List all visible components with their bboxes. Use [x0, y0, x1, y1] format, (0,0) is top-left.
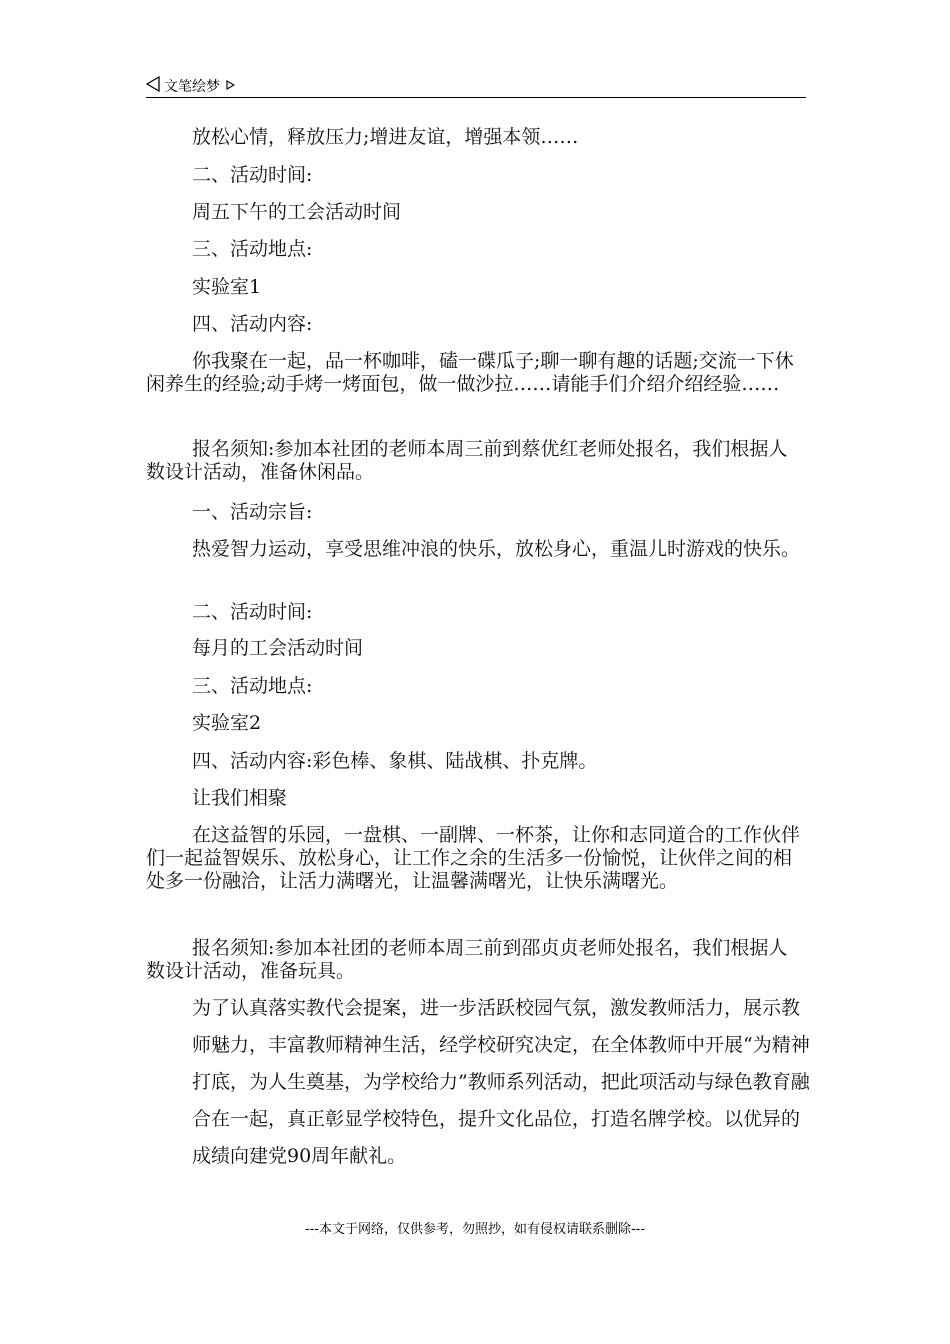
paragraph: 二、活动时间:: [192, 601, 313, 623]
header-divider: [146, 97, 806, 98]
paragraph: 实验室1: [192, 276, 262, 298]
paragraph: 为了认真落实教代会提案，进一步活跃校园气氛，激发教师活力，展示教师魅力，丰富教师精神生活，经学校研究决定，在全体教师中开展“为精神打底，为人生奠基，为学校给力”教师系列活动，把此项活动与绿色教育融合在一起，真正彰显学校特色，提升文化品位，打造名牌学校。以优异的成绩向建党90周年献礼。: [192, 997, 810, 1167]
paragraph: 一、活动宗旨:: [192, 501, 313, 523]
paragraph: 二、活动时间:: [192, 164, 313, 186]
paragraph: 周五下午的工会活动时间: [192, 201, 402, 223]
paragraph: 实验室2: [192, 712, 262, 734]
paragraph: 在这益智的乐园，一盘棋、一副牌、一杯茶，让你和志同道合的工作伙伴们一起益智娱乐、放松身心，让工作之余的生活多一份愉悦，让伙伴之间的相处多一份融洽，让活力满曙光，让温馨满曙光，让快乐满曙光。: [146, 824, 801, 892]
paragraph: 报名须知:参加本社团的老师本周三前到蔡优红老师处报名，我们根据人数设计活动，准备休闲品。: [146, 438, 788, 483]
paragraph: 三、活动地点:: [192, 675, 313, 697]
paragraph: 三、活动地点:: [192, 238, 313, 260]
paragraph: 热爱智力运动，享受思维冲浪的快乐，放松身心，重温儿时游戏的快乐。: [192, 538, 801, 560]
paragraph: 你我聚在一起，品一杯咖啡，磕一碟瓜子;聊一聊有趣的话题;交流一下休闲养生的经验;动手烤一烤面包，做一做沙拉……请能手们介绍介绍经验……: [146, 350, 794, 395]
header-brand: 文笔绘梦: [164, 79, 220, 95]
paragraph: 放松心情，释放压力;增进友谊，增强本领……: [192, 126, 579, 148]
paragraph: 报名须知:参加本社团的老师本周三前到邵贞贞老师处报名，我们根据人数设计活动，准备玩具。: [146, 937, 788, 982]
page-header: [146, 76, 235, 96]
paragraph: 每月的工会活动时间: [192, 637, 364, 659]
paragraph: 四、活动内容:: [192, 313, 313, 335]
paragraph: 让我们相聚: [192, 787, 288, 809]
page-footer: ---本文于网络，仅供参考，勿照抄，如有侵权请联系删除---: [304, 1222, 646, 1237]
paragraph: 四、活动内容:彩色棒、象棋、陆战棋、扑克牌。: [192, 750, 598, 772]
triangle-left-icon: [146, 76, 160, 96]
triangle-right-icon: [226, 78, 235, 94]
